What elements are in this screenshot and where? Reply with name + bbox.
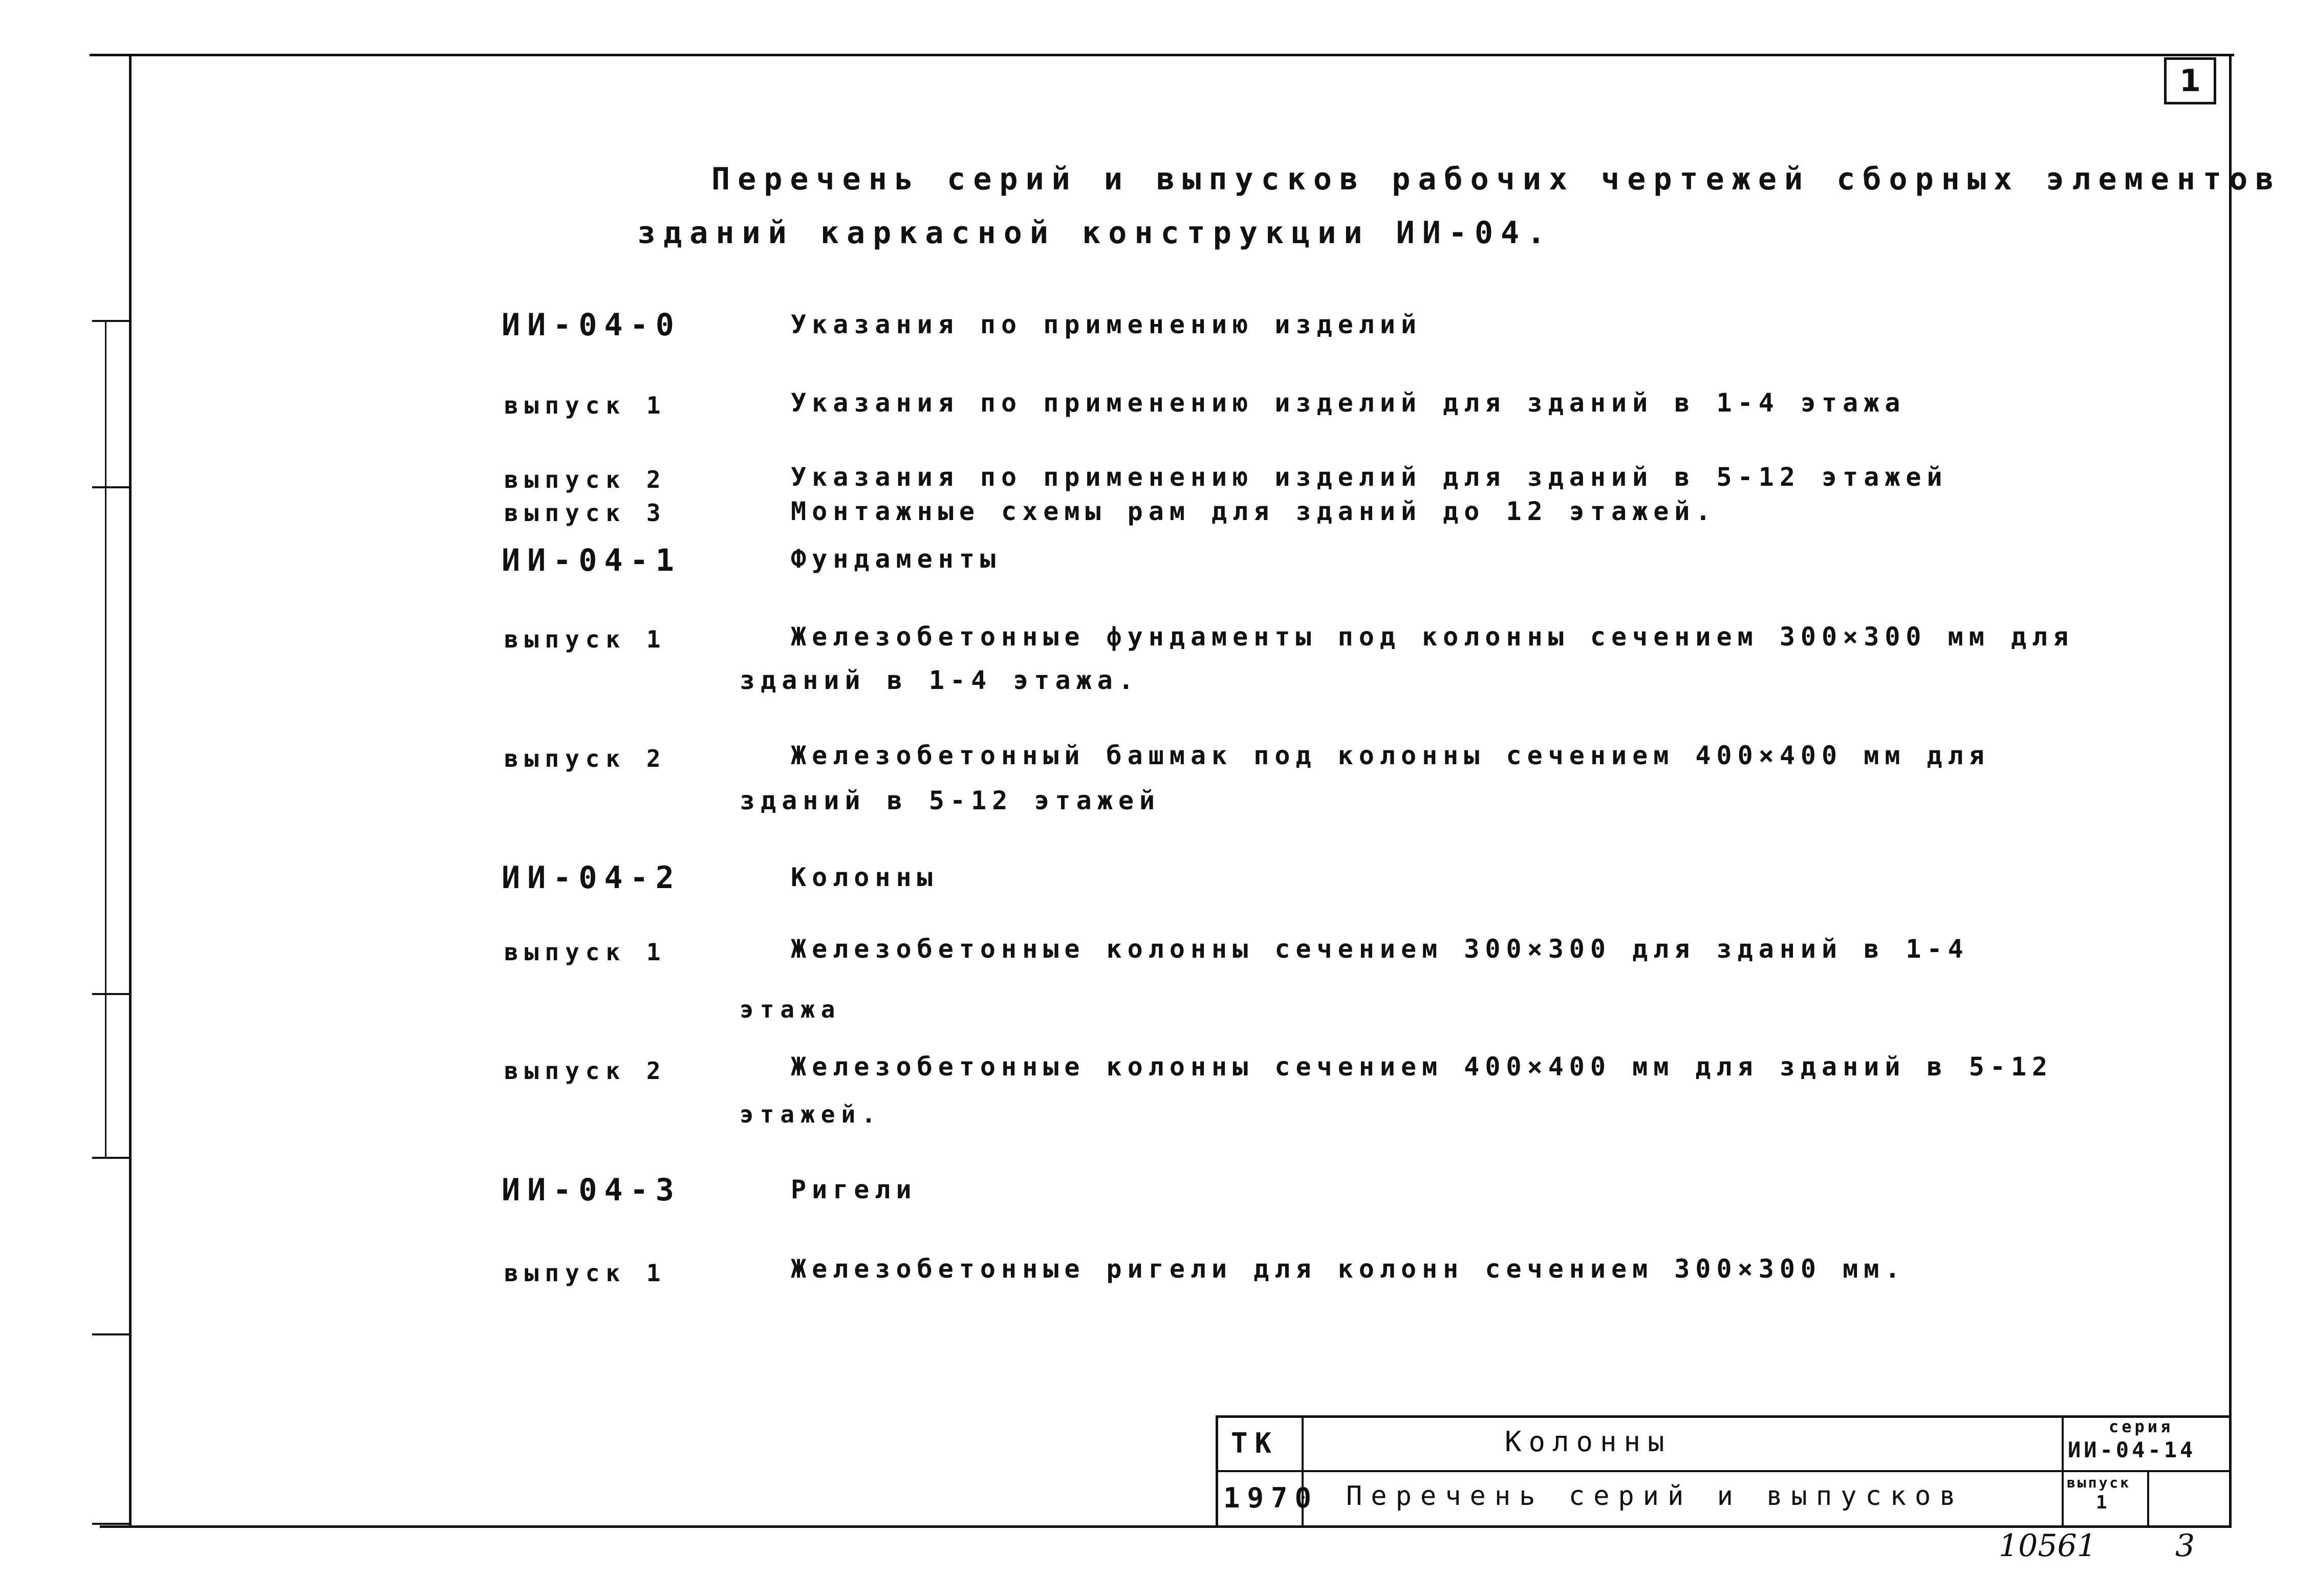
sheet-number-box: [2164, 57, 2216, 104]
entry-text: Колонны: [791, 862, 938, 892]
entry-code: выпуск 1: [504, 392, 667, 419]
title-line-2: зданий каркасной конструкции ИИ-04.: [637, 215, 1553, 251]
series-value: ИИ-04-14: [2068, 1437, 2196, 1462]
entry-code: выпуск 2: [504, 466, 667, 493]
entry-code: ИИ-04-0: [502, 307, 681, 343]
issue-label: выпуск: [2067, 1474, 2131, 1491]
binding-tick: [92, 1157, 131, 1159]
title-block-col-divider: [2062, 1415, 2064, 1528]
title-block-col-divider: [2147, 1472, 2149, 1528]
entry-code: ИИ-04-2: [502, 860, 681, 896]
entry-code: выпуск 1: [504, 1259, 667, 1287]
frame-left-line: [129, 54, 132, 1528]
entry-text-continued: зданий в 1-4 этажа.: [740, 665, 1139, 695]
entry-code: выпуск 1: [504, 938, 667, 966]
entry-text: Железобетонный башмак под колонны сечением 400×400 мм для: [791, 741, 1990, 770]
binding-tick: [92, 993, 131, 995]
entry-text: Указания по применению изделий: [791, 310, 1422, 339]
entry-text: Ригели: [791, 1175, 917, 1204]
series-label: серия: [2109, 1417, 2174, 1436]
frame-right-line: [2229, 54, 2232, 1523]
binding-strip-line: [105, 320, 106, 1157]
issue-value: 1: [2096, 1492, 2110, 1513]
binding-tick: [92, 1333, 131, 1335]
binding-tick: [92, 1523, 131, 1525]
entry-text: Железобетонные колонны сечением 400×400 мм для зданий в 5-12: [791, 1052, 2053, 1082]
sheet-number: 1: [2179, 63, 2201, 99]
binding-tick: [92, 486, 131, 488]
title-block-row-divider: [1216, 1470, 2232, 1472]
entry-text: Монтажные схемы рам для зданий до 12 этажей.: [791, 497, 1717, 526]
entry-text: Железобетонные ригели для колонн сечением 300×300 мм.: [791, 1254, 1906, 1284]
entry-code: выпуск 2: [504, 745, 667, 772]
entry-text: Указания по применению изделий для зданий в 5-12 этажей: [791, 462, 1948, 492]
entry-code: выпуск 2: [504, 1057, 667, 1085]
entry-text-continued: зданий в 5-12 этажей: [740, 786, 1161, 815]
entry-code: выпуск 3: [504, 499, 667, 527]
binding-tick: [92, 320, 131, 322]
title-line-1: Перечень серий и выпусков рабочих чертежей сборных элементов: [711, 161, 2282, 197]
entry-text-continued: этажа: [740, 996, 841, 1023]
entry-text: Фундаменты: [791, 544, 1002, 574]
title-block-name: Колонны: [1505, 1426, 1672, 1458]
title-block-year: 1970: [1223, 1482, 1319, 1514]
entry-code: ИИ-04-3: [502, 1172, 681, 1208]
entry-text: Указания по применению изделий для зданий в 1-4 этажа: [791, 388, 1906, 418]
handwritten-number-right: 3: [2175, 1528, 2195, 1564]
entry-code: ИИ-04-1: [502, 543, 681, 578]
entry-code: выпуск 1: [504, 626, 667, 653]
entry-text-continued: этажей.: [740, 1101, 882, 1128]
handwritten-number-left: 10561: [1999, 1528, 2096, 1564]
entry-text: Железобетонные фундаменты под колонны сечением 300×300 мм для: [791, 622, 2074, 652]
frame-top-line: [90, 54, 2234, 56]
entry-text: Железобетонные колонны сечением 300×300 для зданий в 1-4: [791, 934, 1969, 964]
title-block-org: ТК: [1231, 1427, 1279, 1459]
title-block-subtitle: Перечень серий и выпусков: [1346, 1481, 1964, 1512]
